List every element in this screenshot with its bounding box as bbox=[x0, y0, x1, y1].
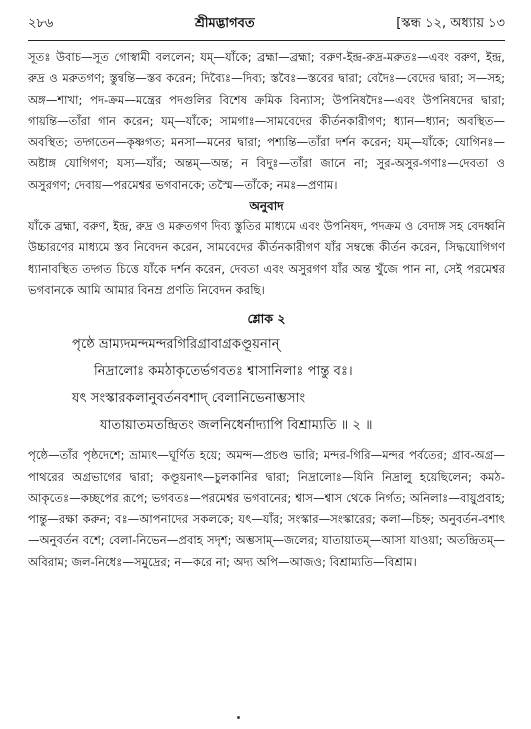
chapter-reference: [স্কন্ধ ১২, অধ্যায় ১৩ bbox=[396, 16, 505, 31]
verse-line-1: পৃষ্ঠে ভ্রাম্যদমন্দমন্দরগিরিগ্রাবাগ্রকণ্ডূয়নান্ bbox=[72, 337, 280, 353]
sanskrit-verse bbox=[28, 331, 505, 439]
verse-line-4: যাতায়াতমতন্দ্রিতং জলনিধের্নাদ্যাপি বিশ্রাম্যতি ॥ ২ ॥ bbox=[100, 418, 373, 434]
verse-synonyms: পৃষ্ঠে—তাঁর পৃষ্ঠদেশে; ভ্রাম্যৎ—ঘূর্ণিত হয়ে; অমন্দ—প্রচণ্ড ভারি; মন্দর-গিরি—মন্দর পর্বতের; গ্রাব-অগ্র—পাথরের অগ্রভাগের দ্বারা; কণ্ডূয়নাৎ—চুলকানির দ্বারা; নিদ্রালোঃ—যিনি নিদ্রালু হয়েছিলেন; কমঠ-আকৃতেঃ—কচ্ছপের রূপে; ভগবতঃ—পরমেশ্বর ভগবানের; শ্বাস—শ্বাস থেকে নির্গত; অনিলাঃ—বায়ুপ্রবাহ; পান্তু—রক্ষা করুন; বঃ—আপনাদের সকলকে; যৎ—যাঁর; সংস্কার—সংস্কারের; কলা—চিহ্ন; অনুবর্তন-বশাৎ—অনুবর্তন বশে; বেলা-নিভেন—প্রবাহ সদৃশ; অম্ভসাম্—জলের; যাতায়াতম্—আসা যাওয়া; অতন্দ্রিতম্—অবিরাম; জল-নিধেঃ—সমুদ্রের; ন—করে না; অদ্য অপি—আজও; বিশ্রাম্যতি—বিশ্রাম। bbox=[28, 448, 505, 569]
page-number: ২৮৬ bbox=[28, 16, 54, 31]
page-header bbox=[28, 14, 505, 41]
translation-text: যাঁকে ব্রহ্মা, বরুণ, ইন্দ্র, রুদ্র ও মরুতগণ দিব্য স্তুতির মাধ্যমে এবং উপনিষদ, পদক্রম ও বেদাঙ্গ সহ বেদধ্বনি উচ্চারণের মাধ্যমে স্তব নিবেদন করেন, সামবেদের কীর্তনকারীগণ যাঁর সম্বন্ধে কীর্তন করেন, সিদ্ধযোগিগণ ধ্যানাবস্থিত তদ্গত চিত্তে যাঁকে দর্শন করেন, দেবতা এবং অসুরগণ যাঁর অন্ত খুঁজে পান না, সেই পরমেশ্বর ভগবানকে আমি আমার বিনম্র প্রণতি নিবেদন করছি। bbox=[28, 219, 505, 297]
verse-line-2: নিদ্রালোঃ কমঠাকৃতের্ভগবতঃ শ্বাসানিলাঃ পান্তু বঃ। bbox=[94, 364, 353, 380]
book-title: শ্রীমদ্ভাগবত bbox=[194, 16, 255, 31]
verse-heading: শ্লোক ২ bbox=[247, 311, 286, 327]
translation-heading: অনুবাদ bbox=[249, 199, 284, 214]
verse-line-3: যৎ সংস্কারকলানুবর্তনবশাদ্ বেলানিভেনাম্ভসাং bbox=[72, 391, 306, 407]
page-mark bbox=[237, 716, 240, 719]
word-for-word-synonyms: সূতঃ উবাচ—সূত গোস্বামী বললেন; যম্—যাঁকে; ব্রহ্মা—ব্রহ্মা; বরুণ-ইন্দ্র-রুদ্র-মরুতঃ—এবং বরুণ, ইন্দ্র, রুদ্র ও মরুতগণ; স্তুন্বন্তি—স্তব করেন; দিব্যৈঃ—দিব্য; স্তবৈঃ—স্তবের দ্বারা; বেদৈঃ—বেদের দ্বারা; স—সহ; অঙ্গ—শাখা; পদ-ক্রম—মন্ত্রের পদগুলির বিশেষ ক্রমিক বিন্যাস; উপনিষদৈঃ—এবং উপনিষদের দ্বারা; গায়ন্তি—তাঁরা গান করেন; যম্—যাঁকে; সামগাঃ—সামবেদের কীর্তনকারীগণ; ধ্যান—ধ্যান; অবস্থিত—অবস্থিত; তদ্গতেন—কৃষ্ণগত; মনসা—মনের দ্বারা; পশ্যন্তি—তাঁরা দর্শন করেন; যম্—যাঁকে; যোগিনঃ—অষ্টাঙ্গ যোগিগণ; যস্য—যাঁর; অন্তম্—অন্ত; ন বিদুঃ—তাঁরা জানে না; সুর-অসুর-গণাঃ—দেবতা ও অসুরগণ; দেবায়—পরমেশ্বর ভগবানকে; তস্মৈ—তাঁকে; নমঃ—প্রণাম। bbox=[28, 50, 505, 192]
